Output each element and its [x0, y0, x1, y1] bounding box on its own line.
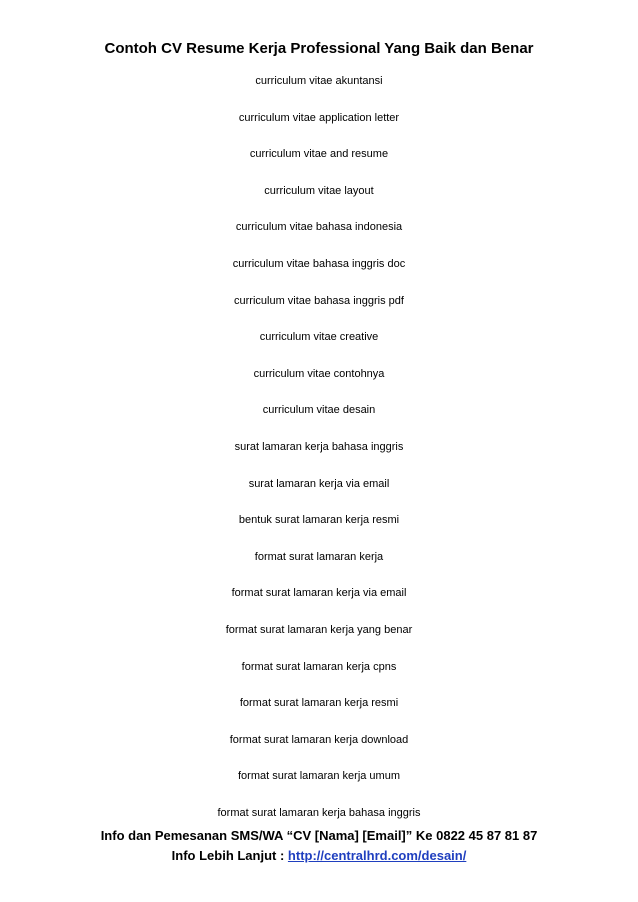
- footer: [0, 826, 638, 866]
- keyword-item: surat lamaran kerja bahasa inggris: [234, 440, 404, 453]
- order-info-text: Info dan Pemesanan SMS/WA “CV [Nama] [Email]” Ke 0822 45 87 81 87: [100, 828, 538, 843]
- keyword-item: format surat lamaran kerja yang benar: [225, 623, 413, 636]
- keyword-item: format surat lamaran kerja via email: [231, 587, 407, 600]
- keyword-item: curriculum vitae and resume: [249, 148, 389, 161]
- keyword-item: surat lamaran kerja via email: [248, 477, 390, 490]
- keyword-item: curriculum vitae bahasa inggris pdf: [234, 294, 404, 307]
- keyword-item: curriculum vitae layout: [264, 184, 374, 197]
- keyword-item: curriculum vitae bahasa indonesia: [235, 221, 403, 234]
- keyword-item: format surat lamaran kerja cpns: [241, 660, 397, 673]
- keyword-item: curriculum vitae akuntansi: [255, 75, 383, 87]
- keyword-item: curriculum vitae contohnya: [253, 367, 385, 380]
- keyword-item: format surat lamaran kerja umum: [238, 770, 400, 783]
- page-title: Contoh CV Resume Kerja Professional Yang Baik dan Benar: [104, 40, 534, 57]
- keyword-item: curriculum vitae application letter: [238, 111, 400, 124]
- website-link[interactable]: http://centralhrd.com/desain/: [287, 848, 467, 863]
- keyword-item: curriculum vitae creative: [259, 331, 379, 344]
- keyword-list: [0, 70, 638, 838]
- keyword-item: format surat lamaran kerja bahasa inggris: [217, 806, 421, 819]
- keyword-item: curriculum vitae bahasa inggris doc: [232, 257, 406, 270]
- keyword-item: curriculum vitae desain: [262, 404, 376, 417]
- keyword-item: bentuk surat lamaran kerja resmi: [238, 514, 400, 527]
- keyword-item: format surat lamaran kerja: [254, 550, 384, 563]
- more-info-line: [0, 846, 638, 866]
- keyword-item: format surat lamaran kerja download: [229, 733, 409, 746]
- keyword-item: format surat lamaran kerja resmi: [239, 697, 399, 710]
- more-info-label: Info Lebih Lanjut :: [171, 848, 288, 863]
